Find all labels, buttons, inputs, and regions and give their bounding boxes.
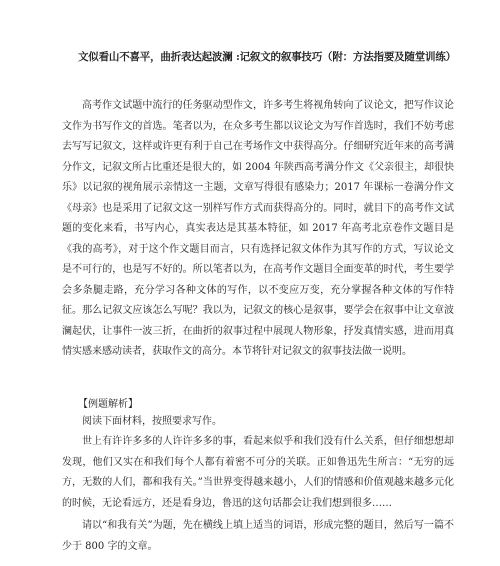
- intro-paragraph: 高考作文试题中流行的任务驱动型作文，许多考生将视角转向了议论文，把写作议论文作为书写作文的首选。笔者以为，在众多考生都以议论文为写作首选时，我们不妨考虑去写写记叙文，这样或许更有利于自己在考场作文中获得高分。仔细研究近年来的高考满分作文，记叙文所占比重还是很大的，如 2004 年陕西高考满分作文《父亲很主，却很快乐》以记叙的视角展示亲情这一主题，文章写得很有感染力；2017 年课标一卷满分作文《母亲》也是采用了记叙文这一别样写作方式而获得高分的。同时，就目下的高考作文试题的变化来看，书写内心，真实表达是其基本特征，如 2017 年高考北京卷作文题目是《我的高考》，对于这个作文题目而言，只有选择记叙文体作为其写作的方式，写议论文是不可行的，也是写不好的。所以笔者以为，在高考作文题目全面变革的时代，考生要学会多条腿走路，充分学习各种文体的写作，以不变应万变，充分掌握各种文体的写作特征。那么记叙文应该怎么写呢？我以为，记叙文的核心是叙事，要学会在叙事中让文章波澜起伏，让事件一波三折，在曲折的叙事过程中展现人物形象，抒发真情实感，进而用真情实感来感动读者，获取作文的高分。本节将针对记叙文的叙事技法做一说明。: [62, 100, 454, 357]
- section-heading: 【例题解析】: [78, 399, 138, 410]
- instruction-paragraph: 阅读下面材料，按照要求写作。: [82, 416, 222, 427]
- material-paragraph-block: [62, 432, 454, 514]
- instruction-paragraph-block: [62, 412, 454, 433]
- prompt-paragraph-block: [62, 516, 454, 557]
- document-title: 文似看山不喜平，曲折表达起波澜 :记叙文的叙事技巧（附：方法指要及随堂训练）: [78, 51, 456, 63]
- prompt-paragraph: 请以“和我有关”为题，先在横线上填上适当的词语，形成完整的题目，然后写一篇不少于 800 字的文章。: [62, 520, 454, 552]
- material-paragraph: 世上有许许多多的人许许多多的事，看起来似乎和我们没有什么关系，但仔细想想却发现，他们又实在和我们每个人都有着密不可分的关联。正如鲁迅先生所言：“无穷的远方，无数的人们，都和我有关。”当世界变得越来越小，人们的情感和价值观越来越多元化的时候，无论看远方，还是看身边，鲁迅的这句话都会让我们想到很多……: [62, 436, 454, 509]
- intro-paragraph-block: [62, 96, 454, 363]
